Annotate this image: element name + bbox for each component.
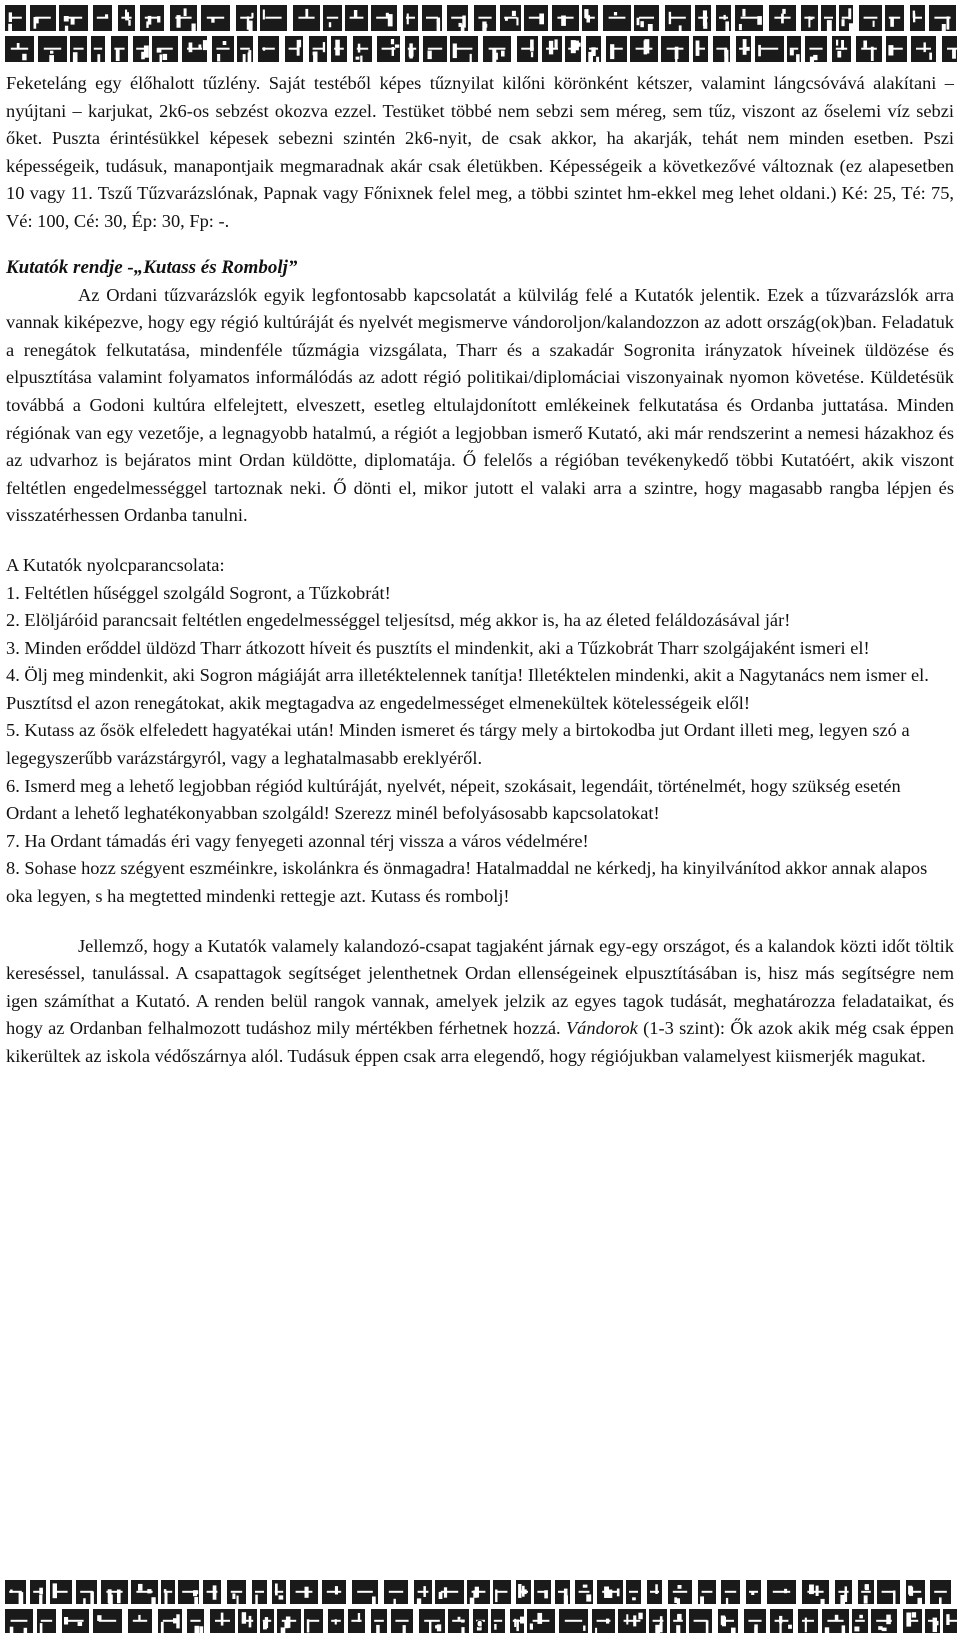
commandment-item: 3. Minden erőddel üldözd Tharr átkozott híveit és pusztíts el mindenkit, aki a Tűzkobrát Tharr szolgájaként ismeri el! (6, 637, 870, 658)
commandment-item: 4. Ölj meg mindenkit, aki Sogron mágiáját arra illetéktelennek tanítja! Illetéktelen mindenki, akit a Nagytanács nem ismer el. Pusztítsd el azon renegátokat, akik megtagadva az engedelmességet elmenekültek kötelességeik elől! (6, 665, 929, 713)
commandment-item: 6. Ismerd meg a lehető legjobban régiód kultúráját, nyelvét, népeit, szokásait, legendáit, történelmét, hogy szükség esetén Ordant a lehető leghatékonyabban szolgáld! Szerezz minél befolyásosabb kapcsolatokat! (6, 775, 901, 824)
closing-text-b: (1-3 szint): Ők azok akik még csak éppen kikerültek az iskola védőszárnya alól. Tudásuk éppen csak arra elegendő, hogy régiójukban valamelyest kiismerjék magukat. (6, 1018, 954, 1066)
commandment-item: 8. Sohase hozz szégyent eszméinkre, iskolánkra és önmagadra! Hatalmaddal ne kérkedj, ha kinyilvánítod akkor annak alapos oka legyen, s ha megtetted mindenki rettegje azt. Kutass és rombolj! (6, 858, 928, 907)
commandment-item: 2. Elöljáróid parancsait feltétlen engedelmességgel teljesítsd, még akkor is, ha az életed feláldozásával jár! (6, 610, 791, 631)
commandment-item: 5. Kutass az ősök elfeledett hagyatékai után! Minden ismeret és tárgy mely a birtokodba jut Ordant illeti meg, legyen szó a legegyszerűbb varázstárgyról, vagy a leghatalmasabb ereklyéről. (6, 720, 910, 769)
blackletter-ornamental-banner-icon (3, 3, 957, 65)
closing-text-a: Jellemző, hogy a Kutatók valamely kalandozó-csapat tagjaként járnak egy-egy országot, és a kalandok közti időt töltik kereséssel, tanulással. A csapattagok segítséget jelenthetnek Ordan ellenségeinek elpusztításában is, hisz más segítségre nem igen számíthat a Kutató. A renden belül rangok vannak, amelyek jelzik az egyes tagok tudását, meghatározza feladataikat, és hogy az Ordanban felhalmozott tudáshoz mily mértékben férhetnek hozzá. (6, 935, 954, 1039)
section-heading: Kutatók rendje -„Kutass és Rombolj” (6, 256, 298, 278)
commandment-item: 7. Ha Ordant támadás éri vagy fenyegeti azonnal térj vissza a város védelmére! (6, 830, 589, 851)
commandments-title: A Kutatók nyolcparancsolata: (6, 554, 225, 575)
section-body: Az Ordani tűzvarázslók egyik legfontosabb kapcsolatát a külvilág felé a Kutatók jelentik. Ezek a tűzvarázslók arra vannak kiképezve, hogy egy régió kultúráját és nyelvét megismerve vándoroljon/kalandozzon az adott ország(ok)ban. Feladatuk a renegátok felkutatása, mindenféle tűzmágia vizsgálata, Tharr és a szakadár Sogronita irányzatok híveinek üldözése és elpusztítása valamint folyamatos informálódás az adott régió politikai/diplomáciai viszonyainak nyomon követése. Küldetésük továbbá a Godoni kultúra elfelejtett, elveszett, esetleg eltulajdonított emlékeinek felkutatása és Ordanba juttatása. Minden régiónak van egy vezetője, a legnagyobb hatalmú, a régiót a legjobban ismerő Kutató, aki már rendszerint a nemesi házakhoz és az udvarhoz is bejáratos mint Ordan küldötte, diplomatája. Ő felelős a régióban tevékenykedő többi Kutatóért, akik viszont feltétlen engedelmességgel tartoznak neki. Ő dönti el, mikor jutott el valaki arra a szintre, hogy magasabb rangba lépjen és visszatérhessen Ordanba tanulni. (6, 284, 954, 526)
rank-term-vandorok: Vándorok (565, 1018, 638, 1039)
page-content (6, 70, 954, 1071)
intro-paragraph: Feketeláng egy élőhalott tűzlény. Saját testéből képes tűznyilat kilőni körönként kétszer, valamint lángcsóvává alakítani – nyújtani – karjukat, 2k6-os sebzést okozva ezzel. Testüket többé nem sebzi sem méreg, sem tűz, viszont az őselemi víz sebzi őket. Puszta érintésükkel képesek sebezni szintén 2k6-nyit, de csak akkor, ha akarják, tehát nem minden esetben. Pszi képességeik, tudásuk, manapontjaik megmaradnak akár csak életükben. Képességeik a következővé változnak (ez alapesetben 10 vagy 11. Tszű Tűzvarázslónak, Papnak vagy Főnixnek felel meg, a többi szintet hm-ekkel meg lehet oldani.) Ké: 25, Té: 75, Vé: 100, Cé: 30, Ép: 30, Fp: -. (6, 73, 954, 231)
closing-paragraph (6, 933, 954, 1071)
commandments-block (6, 552, 954, 911)
commandment-item: 1. Feltétlen hűséggel szolgáld Sogront, a Tűzkobrát! (6, 582, 391, 603)
page-number: 9 (475, 1616, 485, 1638)
top-ornamental-banner (3, 3, 957, 65)
